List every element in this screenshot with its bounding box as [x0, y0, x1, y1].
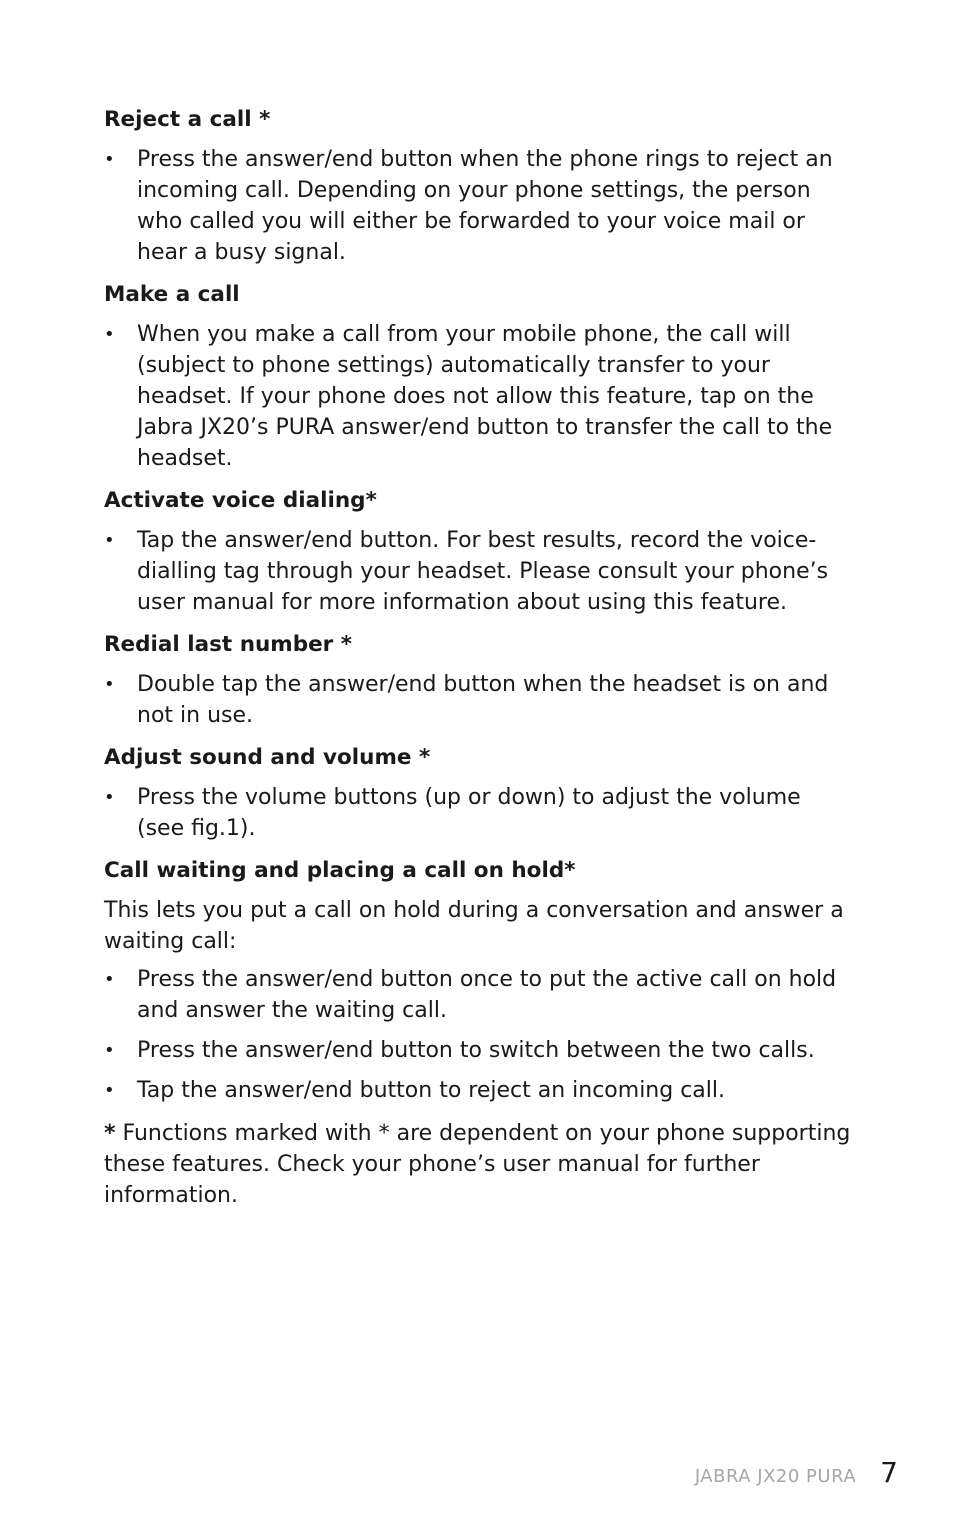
- section-voice-dialing: [104, 485, 854, 618]
- page-content: [104, 104, 854, 1211]
- list-item-text: Press the answer/end button when the phone rings to reject an incoming call. Depending on your phone settings, the person who called you will either be forwarded to your voice mail or hear a busy signal.: [137, 147, 833, 265]
- bullet-glyph: •: [104, 324, 115, 345]
- bullet-glyph: •: [104, 1080, 115, 1101]
- section-adjust-volume: [104, 742, 854, 844]
- section-heading: Redial last number *: [104, 632, 353, 657]
- list-item-text: Press the answer/end button to switch between the two calls.: [137, 1038, 815, 1063]
- section-heading: Activate voice dialing*: [104, 488, 377, 513]
- list-item-text: When you make a call from your mobile phone, the call will (subject to phone settings) automatically transfer to your headset. If your phone does not allow this feature, tap on the Jabra JX20’s PURA answer/end button to transfer the call to the headset.: [137, 322, 833, 471]
- list-item-text: Press the answer/end button once to put the active call on hold and answer the waiting call.: [137, 967, 837, 1023]
- bullet-glyph: •: [104, 674, 115, 695]
- section-heading: Adjust sound and volume *: [104, 745, 431, 770]
- section-redial: [104, 629, 854, 731]
- list-item: [104, 1075, 854, 1106]
- section-make-call: [104, 279, 854, 474]
- bullet-list: [104, 669, 854, 731]
- list-item: [104, 964, 854, 1026]
- list-item-text: Tap the answer/end button to reject an incoming call.: [137, 1078, 726, 1103]
- footnote: [104, 1118, 854, 1211]
- bullet-list: [104, 319, 854, 474]
- footer-product-name: JABRA JX20 PURA: [694, 1466, 857, 1487]
- bullet-glyph: •: [104, 530, 115, 551]
- list-item-text: Double tap the answer/end button when the headset is on and not in use.: [137, 672, 829, 728]
- list-item: [104, 1035, 854, 1066]
- section-heading: Reject a call *: [104, 107, 271, 132]
- bullet-glyph: •: [104, 969, 115, 990]
- section-intro: This lets you put a call on hold during a conversation and answer a waiting call:: [104, 898, 844, 954]
- page-number: 7: [880, 1456, 898, 1489]
- bullet-glyph: •: [104, 1040, 115, 1061]
- section-heading: Make a call: [104, 282, 240, 307]
- page-footer: [695, 1456, 898, 1489]
- list-item: [104, 144, 854, 268]
- bullet-glyph: •: [104, 787, 115, 808]
- section-heading: Call waiting and placing a call on hold*: [104, 858, 576, 883]
- list-item: [104, 782, 854, 844]
- footnote-asterisk: *: [104, 1121, 116, 1146]
- footnote-text: Functions marked with * are dependent on your phone supporting these features. Check your phone’s user manual for further information.: [104, 1121, 851, 1208]
- section-call-waiting: [104, 855, 854, 1106]
- list-item: [104, 669, 854, 731]
- section-reject-call: [104, 104, 854, 268]
- list-item: [104, 525, 854, 618]
- list-item: [104, 319, 854, 474]
- bullet-glyph: •: [104, 149, 115, 170]
- bullet-list: [104, 144, 854, 268]
- list-item-text: Tap the answer/end button. For best results, record the voice-dialling tag through your headset. Please consult your phone’s user manual for more information about using this feature.: [137, 528, 829, 615]
- bullet-list: [104, 964, 854, 1106]
- bullet-list: [104, 525, 854, 618]
- bullet-list: [104, 782, 854, 844]
- list-item-text: Press the volume buttons (up or down) to adjust the volume (see fig.1).: [137, 785, 801, 841]
